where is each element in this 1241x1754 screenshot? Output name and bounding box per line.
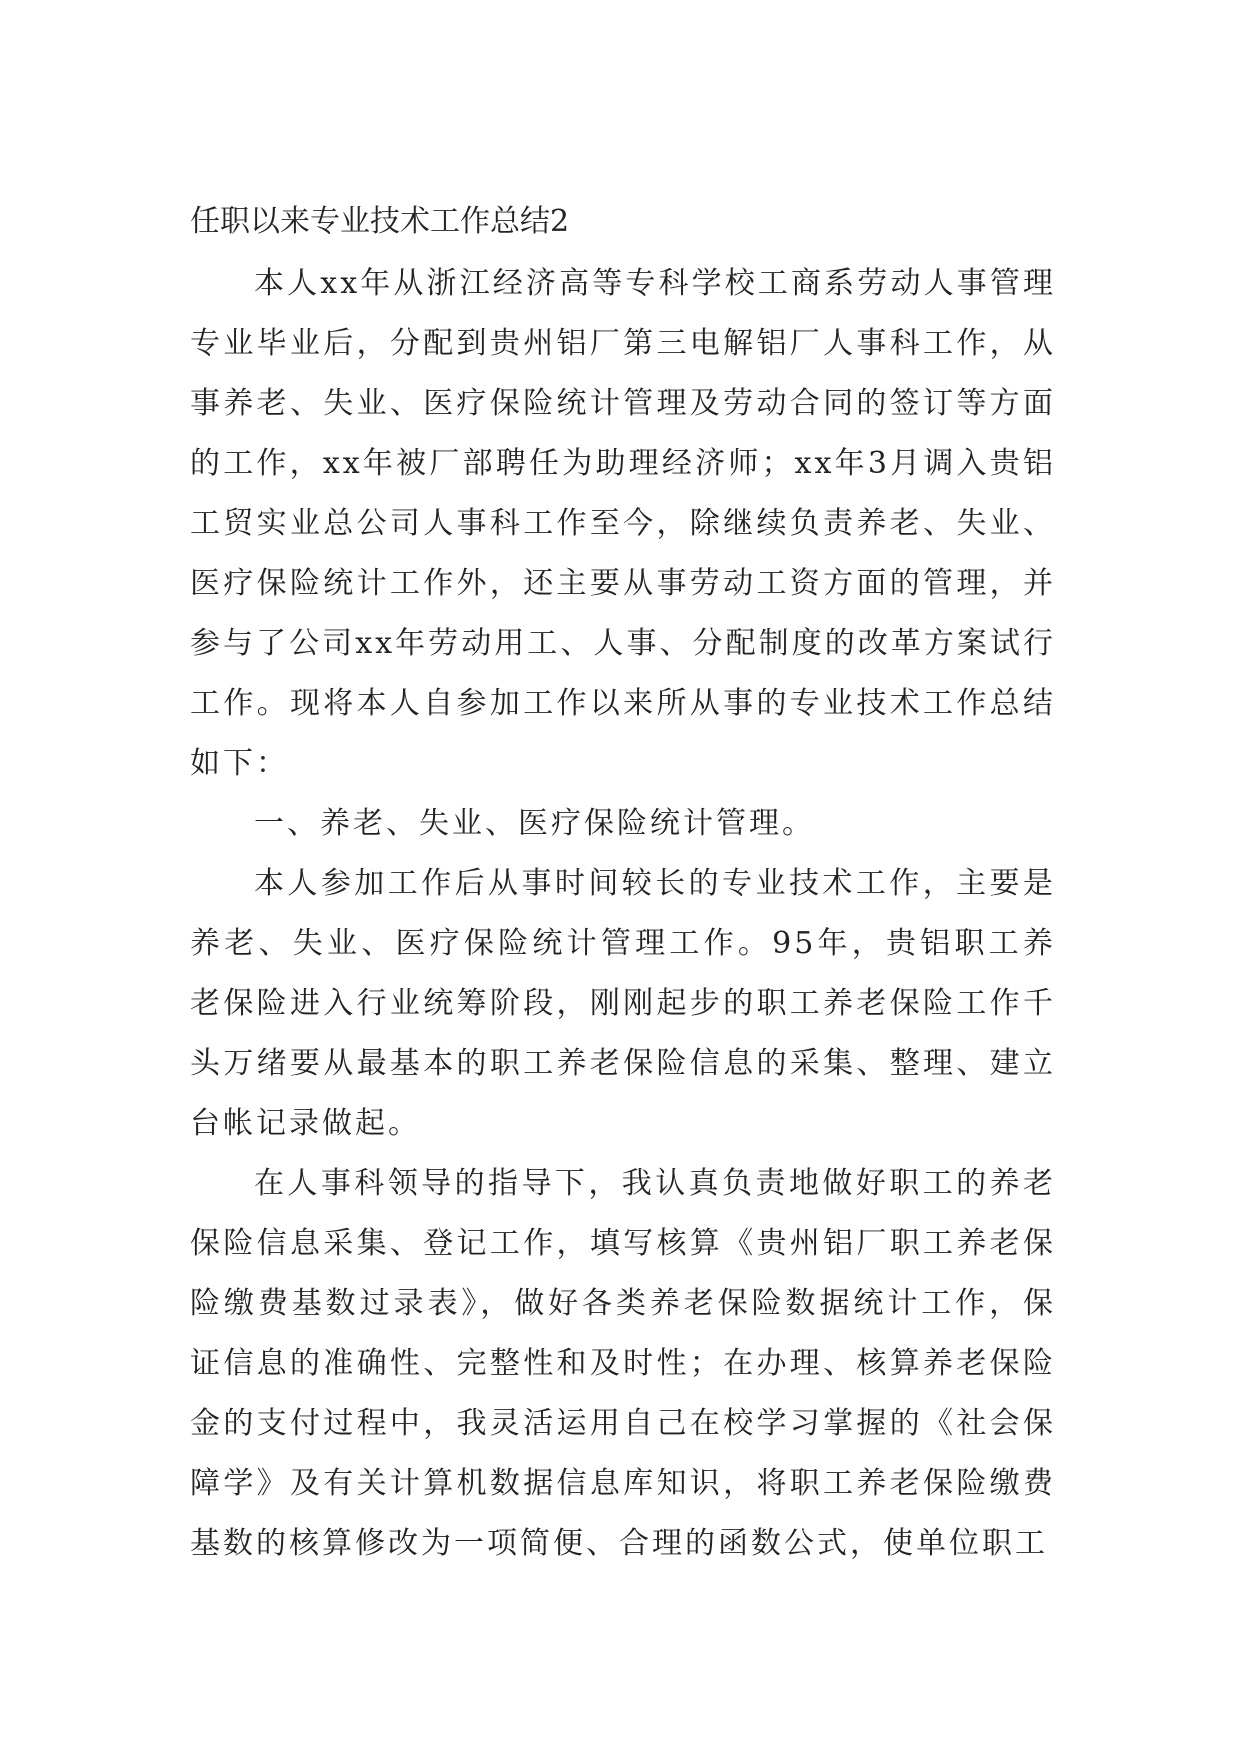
paragraph-section-1-body: 本人参加工作后从事时间较长的专业技术工作，主要是养老、失业、医疗保险统计管理工作。95年，贵铝职工养老保险进入行业统筹阶段，刚刚起步的职工养老保险工作千头万绪要从最基本的职工养老保险信息的采集、整理、建立台帐记录做起。 xyxy=(190,866,1056,1141)
document-page xyxy=(190,190,1056,1574)
paragraph-section-1-detail: 在人事科领导的指导下，我认真负责地做好职工的养老保险信息采集、登记工作，填写核算《贵州铝厂职工养老保险缴费基数过录表》，做好各类养老保险数据统计工作，保证信息的准确性、完整性和及时性；在办理、核算养老保险金的支付过程中，我灵活运用自己在校学习掌握的《社会保障学》及有关计算机数据信息库知识，将职工养老保险缴费基数的核算修改为一项简便、合理的函数公式，使单位职工 xyxy=(190,1166,1056,1561)
section-heading-1: 一、养老、失业、医疗保险统计管理。 xyxy=(254,806,815,841)
document-title: 任职以来专业技术工作总结2 xyxy=(190,204,570,239)
paragraph-intro: 本人xx年从浙江经济高等专科学校工商系劳动人事管理专业毕业后，分配到贵州铝厂第三电解铝厂人事科工作，从事养老、失业、医疗保险统计管理及劳动合同的签订等方面的工作，xx年被厂部聘任为助理经济师；xx年3月调入贵铝工贸实业总公司人事科工作至今，除继续负责养老、失业、医疗保险统计工作外，还主要从事劳动工资方面的管理，并参与了公司xx年劳动用工、人事、分配制度的改革方案试行工作。现将本人自参加工作以来所从事的专业技术工作总结如下： xyxy=(190,266,1056,781)
